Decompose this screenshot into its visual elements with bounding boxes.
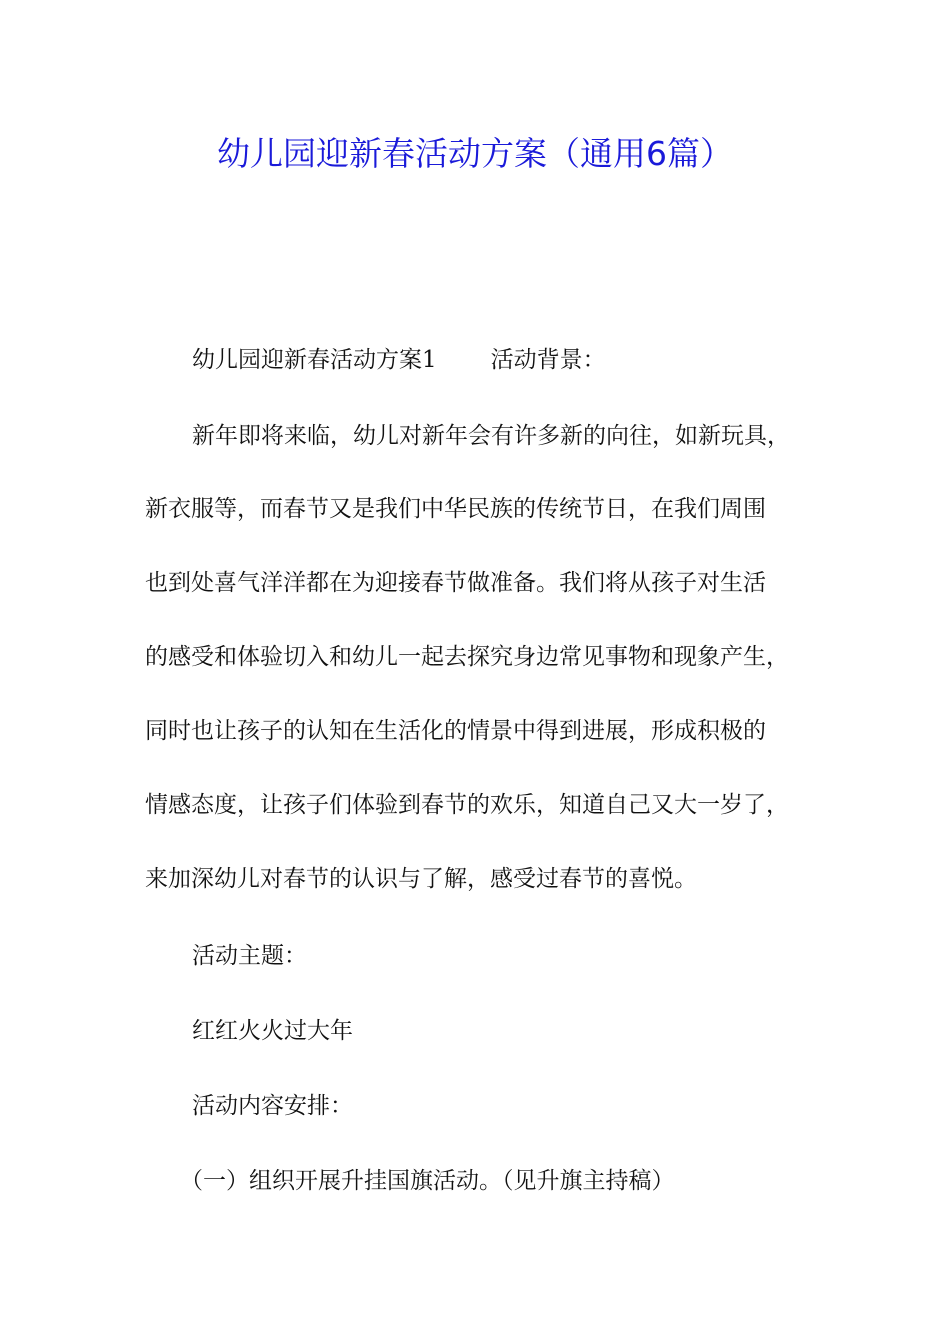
document-title: 幼儿园迎新春活动方案（通用6篇）	[217, 134, 733, 173]
paragraph-line-1: 新年即将来临，幼儿对新年会有许多新的向往，如新玩具，	[192, 423, 790, 449]
paragraph-line-5: 同时也让孩子的认知在生活化的情景中得到进展，形成积极的	[145, 718, 766, 744]
theme-label: 活动主题：	[192, 943, 307, 969]
section-heading: 幼儿园迎新春活动方案1	[192, 347, 437, 373]
paragraph-line-2: 新衣服等，而春节又是我们中华民族的传统节日，在我们周围	[145, 496, 766, 522]
paragraph-line-3: 也到处喜气洋洋都在为迎接春节做准备。我们将从孩子对生活	[145, 570, 766, 596]
paragraph-line-6: 情感态度，让孩子们体验到春节的欢乐，知道自己又大一岁了，	[145, 792, 789, 818]
theme-value: 红红火火过大年	[192, 1018, 353, 1044]
paragraph-line-4: 的感受和体验切入和幼儿一起去探究身边常见事物和现象产生，	[145, 644, 789, 670]
paragraph-line-7: 来加深幼儿对春节的认识与了解，感受过春节的喜悦。	[145, 866, 697, 892]
heading-line	[192, 345, 606, 375]
background-label: 活动背景：	[490, 347, 606, 373]
content-item-1: （一）组织开展升挂国旗活动。（见升旗主持稿）	[180, 1168, 675, 1194]
content-label: 活动内容安排：	[192, 1093, 353, 1119]
